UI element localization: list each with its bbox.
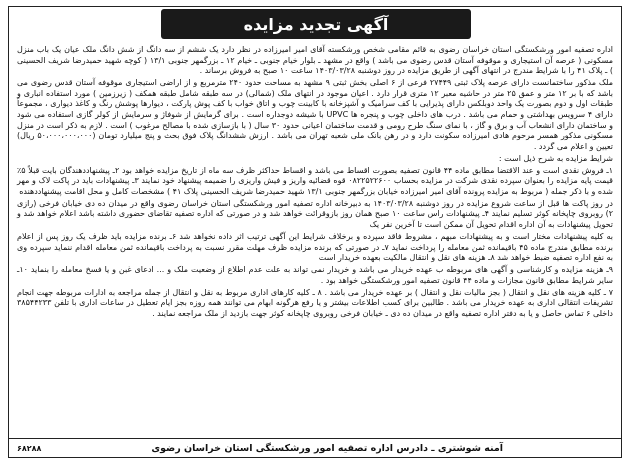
intro-paragraph: اداره تصفیه امور ورشکستگی استان خراسان رضوی به قائم مقامی شخص ورشکسته آقای امیر امیرزاده در نظر دارد یک ششم از سه دانگ از شش دانگ ملک عیان یک باب منزل مسکونی ( عرصه آن استیجاری و موقوفه آستان قدس رضوی می باشد ) واقع در مشهد ـ بلوار خیام جنوبی ـ خیام ۱۲ ـ بزرگمهر جنوبی ۱۳/۱ ( کوچه شهید حمیدرضا شریف الحسینی ) ـ پلاک ۴۱ را با شرایط مندرج در انتهای آگهی از طریق مزایده در روز دوشنبه ۱۴۰۳/۰۳/۲۸ ساعت ۱۰ صبح به فروش برساند . — [17, 45, 613, 76]
signature-line: آمنه شوشتری ـ دادرس اداره تصفیه امور ورشکستگی استان خراسان رضوی — [151, 442, 504, 454]
notice-title: آگهی تجدید مزایده — [243, 14, 389, 34]
condition-item: ۹ـ هزینه مزایده و کارشناسی و آگهی های مربوطه ب عهده خریدار می باشد و خریدار نمی تواند به علت عدم اطلاع از وضعیت ملک و ... ادعای غبن و یا فسخ معامله را بنماید ۱۰ـ سایر شرایط مطابق قانون مجازات و ماده ۴۴ قانون تصفیه امور ورشکستگی خواهد بود . — [17, 265, 613, 285]
condition-item: ۷ ـ کلیه هزینه های نقل و انتقال ( بجز مالیات نقل و انتقال ) بر عهده خریدار می باشد . ۸ ـ کلیه کارهای اداری مربوط به نقل و انتقال از جمله مراجعه به ادارات مربوطه جهت انجام تشریفات انتقالی اداری به عهده خریدار می باشد . طالبین برای کسب اطلاعات بیشتر و یا رفع هرگونه ابهام می توانند همه روزه بجز ایام تعطیل در ساعات اداری با تلفن ۳۸۵۴۴۲۳۳ داخلی ۶ تماس حاصل و یا به دفتر اداره تصفیه واقع در میدان ده دی ـ خیابان فرخی روبروی چاپخانه کوثر جهت بازدید از ملک مراجعه نمایند . — [17, 287, 613, 318]
condition-item: به کلیه پیشنهادات مختار است و به پیشنهادات مبهم ، مشروط فاقد سپرده و برخلاف شرایط این آگهی ترتیب اثر داده نخواهد شد ۶ـ برنده مزایده باید ظرف یک روز پس از اعلام برنده مطابق مندرج ماده ۴۵ باقیمانده ثمن معامله را پرداخت نماید ۷ـ در صورتی که برنده مزایده ظرف مهلت مقرر نسبت به پرداخت باقیمانده ثمن معامله اقدام ننماید سپرده وی به نفع اداره تصفیه ضبط خواهد شد ۸ـ هزینه های نقل و انتقال مالکیت بعهده خریدار است — [17, 232, 614, 263]
notice-footer — [9, 438, 621, 457]
notice-body — [17, 45, 613, 321]
condition-item: در روز پاکت ها قبل از ساعت شروع مزایده در روز دوشنبه ۱۴۰۳/۰۳/۲۸ به دبیرخانه اداره تصفیه امور ورشکستگی استان خراسان رضوی واقع در میدان ده دی خیابان فرخی (رازی ۲) روبروی چاپخانه کوثر تسلیم نمایند ۴ـ پیشنهادات راس ساعت ۱۰ صبح همان روز بازوقرائت خواهد شد و در صورتی که اداره تصفیه تقاضای حضوری داشته باشد اعلام خواهد شد و تحویل پیشنهادات به آن اداره اقدام تحویل آن ممکن است تا آخرین نفر یک — [17, 198, 614, 230]
property-description: ملک مذکور ساختمانست دارای عرصه پلاک ثبتی ۲۷۴۴۹ فرعی از ۶ اصلی بخش ثبتی ۹ مشهد به مساحت حدود ۲۴۰ مترمربع و از اراضی استیجاری موقوفه آستان قدس رضوی می باشد که با بر ۱۲ متر و عمق ۲۵ متر در حاشیه معبر ۱۲ متری قرار دارد . اعیان موجود در انتهای ملک (شمالی) در سه طبقه شامل طبقه همکف ( زیرزمین ) مورد استفاده انباری و طبقات اول و دوم بصورت یک واحد دوبلکس دارای پذیرایی با کف سرامیک و آشپزخانه با کابینت چوب و اتاق خواب با کف پوش پارکت ، دیوارها پوشش رنگ و کاغذ دیواری ، مجموعاً دارای ۴ سرویس بهداشتی و حمام می باشد . درب های داخلی چوب و پنجره ها UPVC با شیشه دوجداره است . برای گرمایش از شوفاژ و سرمایش از کولر گازی استفاده می شود و ساختمان دارای انشعاب آب و برق و گاز ، با نمای سنگ طرح رومی و قدمت ساختمان اعیانی حدود ۳۰ سال ( با بازسازی شده با مصالح مرغوب ) است . لازم به ذکر است در منزل مسکونی مذکور همسر مرحوم هادی امیرزاده سکونت دارد و در رهن بانک ملی شعبه تهران می باشد . ارزش ششدانگ پلاک فوق بحث و پنج میلیارد تومان (۵۰،۰۰۰،۰۰۰،۰۰۰ ریال) تعیین و اعلام می گردد . — [17, 78, 614, 151]
notice-frame — [8, 6, 622, 458]
notice-header — [161, 9, 471, 39]
ad-code: ۶۸۲۸۸ — [17, 443, 42, 453]
condition-item: ۱ـ فروش نقدی است و عند الاقتضا مطابق ماده ۴۴ قانون تصفیه بصورت اقساط می باشد و اقساط حداکثر ظرف سه ماه از تاریخ مزایده خواهد بود ۲ـ پیشنهاددهندگان بایت قبلاً ۵٪ قیمت پایه مزایده را بعنوان سپرده نقدی شرکت در مزایده بحساب ۰۸۲۲۵۲۲۶۰۰ قوه قضائیه واریز و فیش واریزی را ضمیمه پیشنهاد خود نمایند ۳ـ پیشنهادات باید در پاکت لاک و مهر شده و با ذکر جمله ( مربوط به مزایده پرونده آقای امیر امیرزاده خیابان بزرگمهر جنوبی ۱۳/۱ شهید حمیدرضا شریف الحسینی پلاک ۴۱ ) مشخصات کامل و محل اقامت پیشنهاددهنده — [17, 165, 614, 196]
conditions-heading: شرایط مزایده به شرح ذیل است : — [498, 153, 613, 163]
